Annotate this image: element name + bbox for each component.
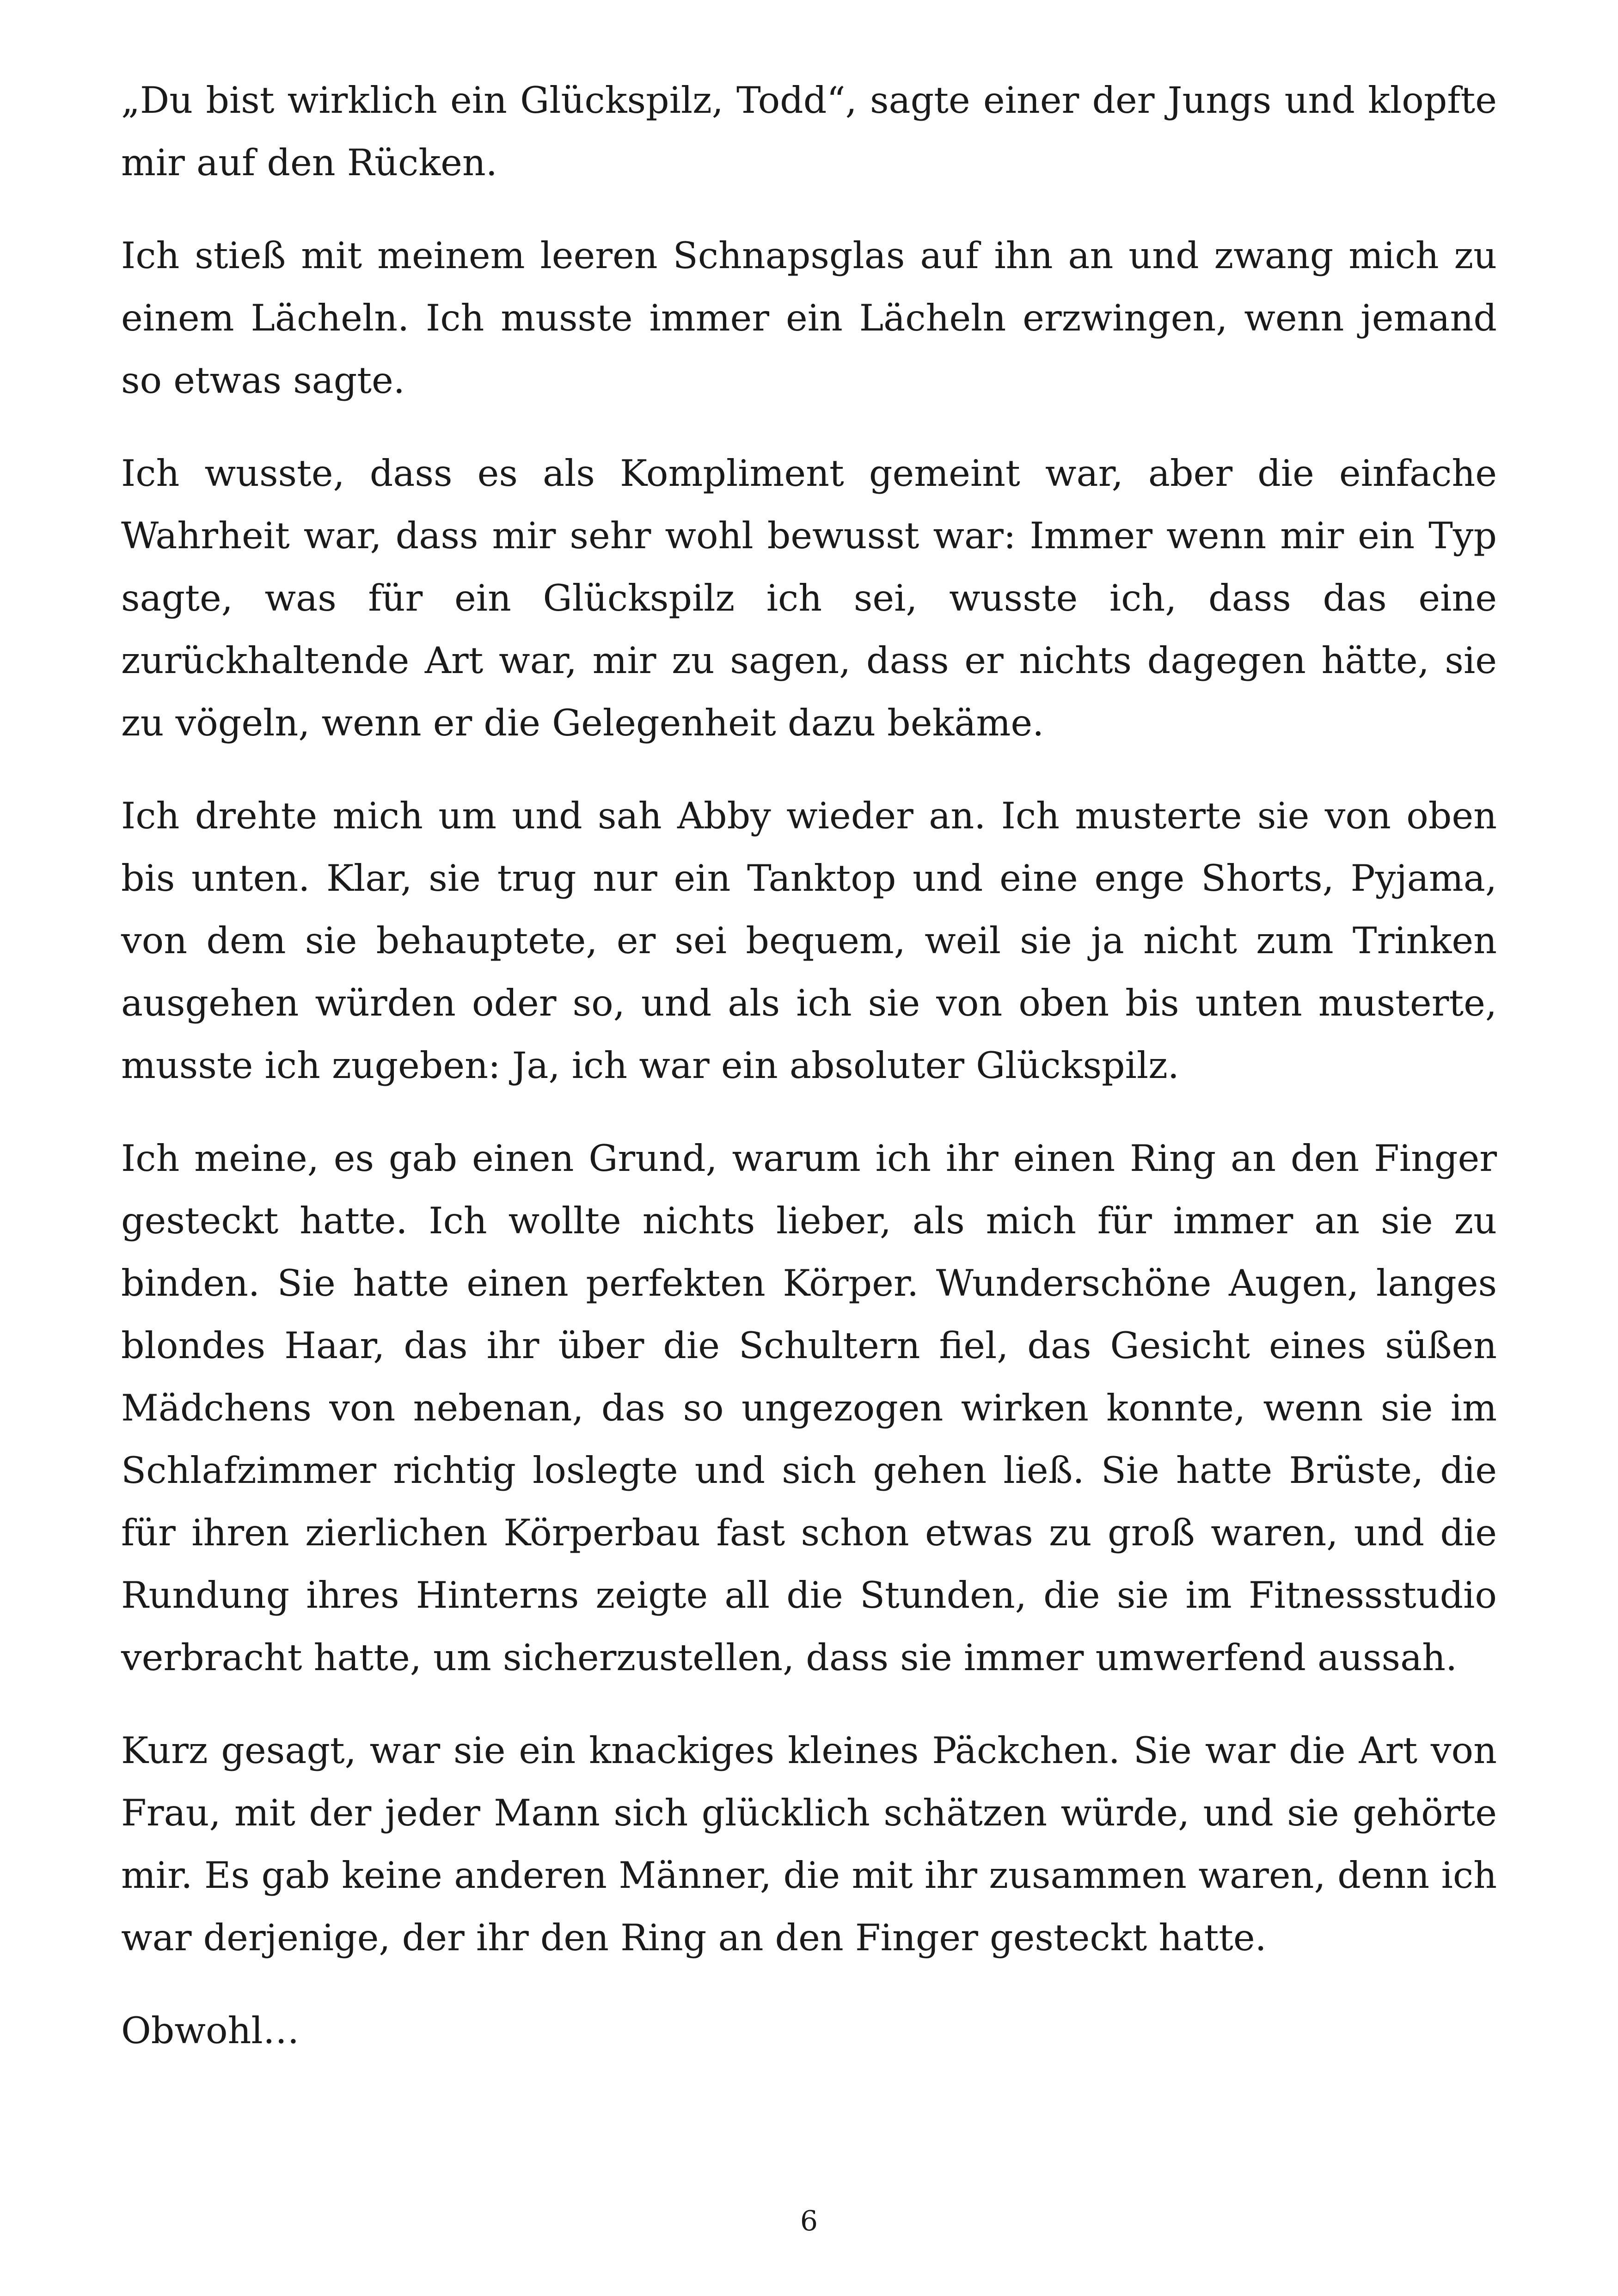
paragraph-3: Ich wusste, dass es als Kompliment gemeint war, aber die einfache Wahrheit war, dass mir sehr wohl bewusst war: Immer wenn mir ein Typ sagte, was für ein Glückspilz ich sei, wusste ich, dass das eine zurückhaltende Art war, mir zu sagen, dass er nichts dagegen hätte, sie zu vögeln, wenn er die Gelegenheit dazu bekäme. <box>121 452 1497 744</box>
page-number: 6 <box>800 2205 818 2237</box>
body-text <box>121 69 1497 2093</box>
paragraph-6: Kurz gesagt, war sie ein knackiges kleines Päckchen. Sie war die Art von Frau, mit der jeder Mann sich glücklich schätzen würde, und sie gehörte mir. Es gab keine anderen Männer, die mit ihr zusammen waren, denn ich war derjenige, der ihr den Ring an den Finger gesteckt hatte. <box>121 1729 1497 1959</box>
paragraph-5: Ich meine, es gab einen Grund, warum ich ihr einen Ring an den Finger gesteckt hatte. Ich wollte nichts lieber, als mich für immer an sie zu binden. Sie hatte einen perfekten Körper. Wunderschöne Augen, langes blondes Haar, das ihr über die Schultern fiel, das Gesicht eines süßen Mädchens von nebenan, das so ungezogen wirken konnte, wenn sie im Schlafzimmer richtig loslegte und sich gehen ließ. Sie hatte Brüste, die für ihren zierlichen Körperbau fast schon etwas zu groß waren, und die Rundung ihres Hinterns zeigte all die Stunden, die sie im Fitnessstudio verbracht hatte, um sicherzustellen, dass sie immer umwerfend aussah. <box>121 1137 1497 1679</box>
paragraph-4: Ich drehte mich um und sah Abby wieder an. Ich musterte sie von oben bis unten. Klar, sie trug nur ein Tanktop und eine enge Shorts, Pyjama, von dem sie behauptete, er sei bequem, weil sie ja nicht zum Trinken ausgehen würden oder so, und als ich sie von oben bis unten musterte, musste ich zugeben: Ja, ich war ein absoluter Glückspilz. <box>121 795 1497 1087</box>
paragraph-2: Ich stieß mit meinem leeren Schnapsglas auf ihn an und zwang mich zu einem Lächeln. Ich musste immer ein Lächeln erzwingen, wenn jemand so etwas sagte. <box>121 234 1497 402</box>
paragraph-7: Obwohl… <box>121 2009 300 2052</box>
paragraph-1: „Du bist wirklich ein Glückspilz, Todd“, sagte einer der Jungs und klopfte mir auf den Rücken. <box>121 79 1497 184</box>
